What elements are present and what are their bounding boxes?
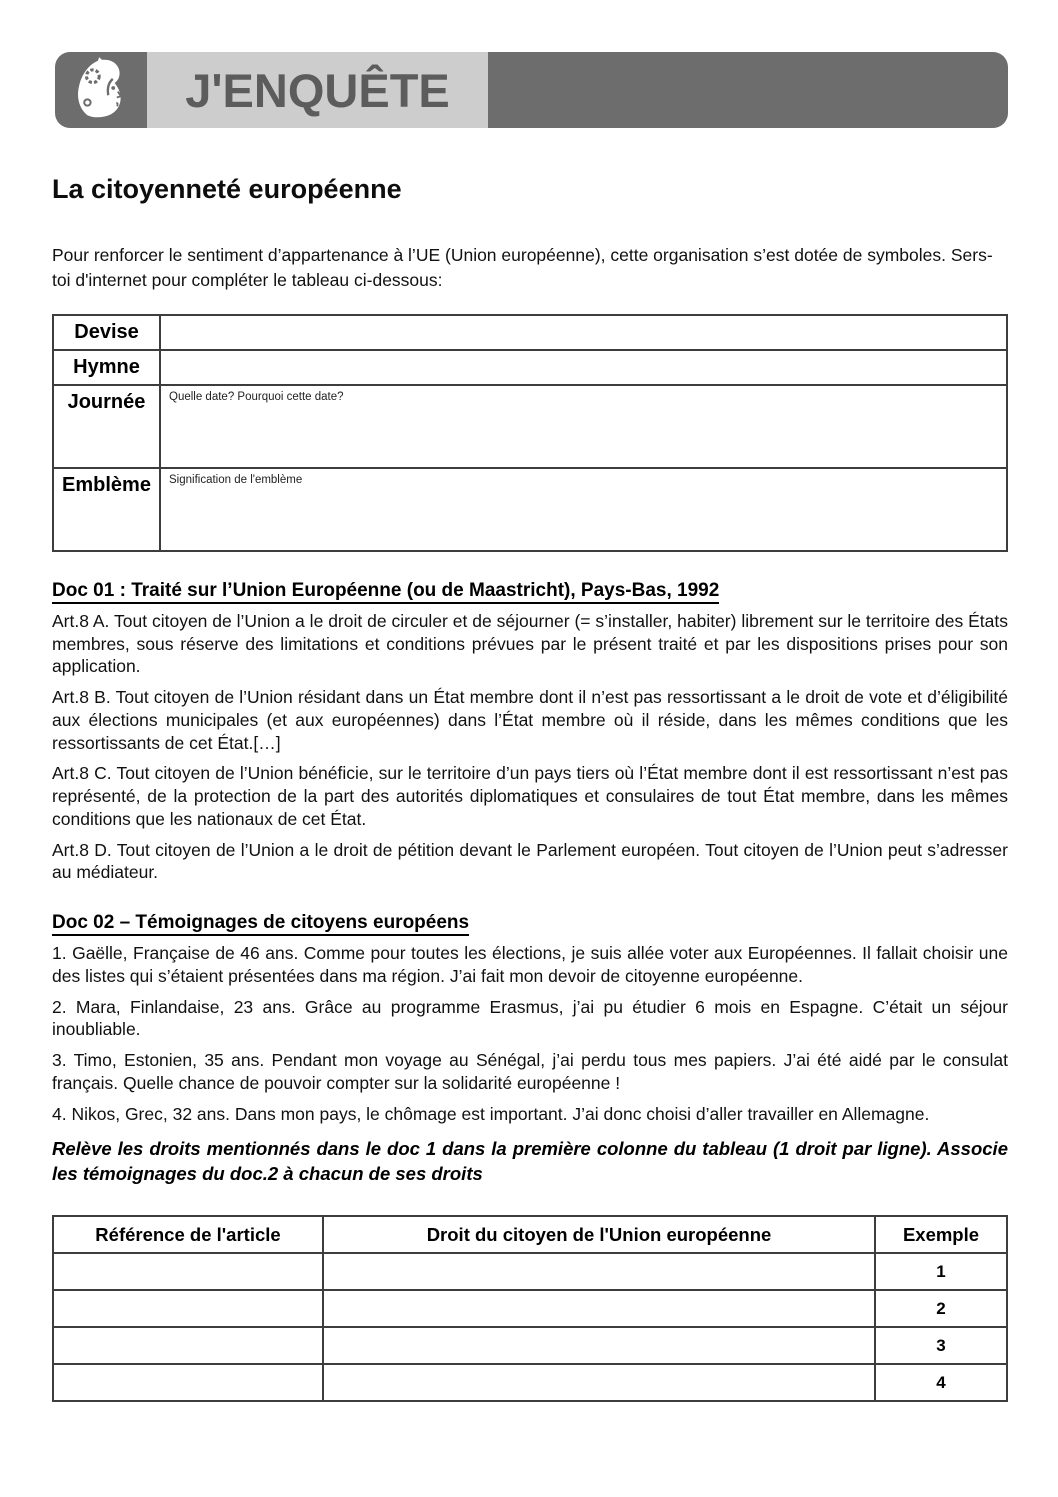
table-row (53, 1253, 1007, 1290)
banner-title: J'ENQUÊTE (185, 63, 450, 117)
symbols-row-label-devise: Devise (53, 315, 160, 350)
intro-paragraph: Pour renforcer le sentiment d’appartenance à l’UE (Union européenne), cette organisation s’est dotée de symboles. Sers-toi d'internet pour compléter le tableau ci-dessous: (52, 245, 993, 291)
doc02-testimony-1: 1. Gaëlle, Française de 46 ans. Comme pour toutes les élections, je suis allée voter aux Européennes. Il fallait choisir une des listes qui s’étaient présentées dans ma région. J’ai fait mon devoir de citoyenne européenne. (52, 943, 1008, 986)
doc02-testimony-4: 4. Nikos, Grec, 32 ans. Dans mon pays, le chômage est important. J’ai donc choisi d’aller travailler en Allemagne. (52, 1103, 930, 1124)
symbols-row-answer-journee: Quelle date? Pourquoi cette date? (160, 385, 1007, 468)
rights-row4-example: 4 (875, 1364, 1007, 1401)
header-banner (55, 52, 1008, 128)
symbols-row-label-hymne: Hymne (53, 350, 160, 385)
symbols-row-label-journee: Journée (53, 385, 160, 468)
rights-row2-reference (53, 1290, 323, 1327)
doc01-article-a: Art.8 A. Tout citoyen de l’Union a le droit de circuler et de séjourner (= s’installer, habiter) librement sur le territoire des États membres, sous réserve des limitations et conditions prévues par le présent traité et par les dispositions prises pour son application. (52, 610, 1008, 677)
doc01-article-c: Art.8 C. Tout citoyen de l’Union bénéficie, sur le territoire d’un pays tiers où l’État membre dont il est ressortissant n’est pas représenté, de la protection de la part des autorités diplomatiques et consulaires de tout État membre, dans les mêmes conditions que les nationaux de cet État. (52, 763, 1008, 829)
banner-filler-bar (488, 52, 1008, 128)
symbols-row-answer-embleme: Signification de l'emblème (160, 468, 1007, 551)
table-row (53, 468, 1007, 551)
doc02-heading: Doc 02 – Témoignages de citoyens européens (52, 912, 1008, 934)
doc02-testimony-3: 3. Timo, Estonien, 35 ans. Pendant mon voyage au Sénégal, j’ai perdu tous mes papiers. J’ai été aidé par le consulat français. Quelle chance de pouvoir compter sur la solidarité européenne ! (52, 1050, 1008, 1093)
rights-row1-reference (53, 1253, 323, 1290)
symbols-table (52, 314, 1008, 552)
rights-row2-example: 2 (875, 1290, 1007, 1327)
doc01-article-d: Art.8 D. Tout citoyen de l’Union a le droit de pétition devant le Parlement européen. Tout citoyen de l’Union peut s’adresser au médiateur. (52, 839, 1008, 883)
rights-row1-example: 1 (875, 1253, 1007, 1290)
doc01-article-b: Art.8 B. Tout citoyen de l’Union résidant dans un État membre dont il n’est pas ressortissant a le droit de vote et d’éligibilité aux élections municipales (et aux européennes) dans l’État membre où il réside, dans les mêmes conditions que les ressortissants de cet État.[…] (52, 687, 1008, 753)
banner-title-block (147, 52, 488, 128)
rights-row1-right (323, 1253, 875, 1290)
rights-row2-right (323, 1290, 875, 1327)
table-row (53, 350, 1007, 385)
page-title: La citoyenneté européenne (52, 174, 402, 204)
rights-table (52, 1215, 1008, 1402)
table-row (53, 1327, 1007, 1364)
banner-logo-block (55, 52, 147, 128)
rights-header-right: Droit du citoyen de l'Union européenne (323, 1216, 875, 1253)
doc01-heading: Doc 01 : Traité sur l’Union Européenne (ou de Maastricht), Pays-Bas, 1992 (52, 580, 1008, 602)
symbols-row-answer-hymne (160, 350, 1007, 385)
rights-row3-reference (53, 1327, 323, 1364)
symbols-row-label-embleme: Emblème (53, 468, 160, 551)
table-row (53, 1364, 1007, 1401)
rights-row4-right (323, 1364, 875, 1401)
table-row (53, 1290, 1007, 1327)
table-row (53, 315, 1007, 350)
table-row (53, 385, 1007, 468)
rights-row3-right (323, 1327, 875, 1364)
task-instruction: Relève les droits mentionnés dans le doc 1 dans la première colonne du tableau (1 droit par ligne). Associe les témoignages du doc.2 à chacun de ses droits (52, 1138, 1008, 1185)
marianne-logo-icon (72, 55, 130, 126)
rights-row4-reference (53, 1364, 323, 1401)
symbols-row-answer-devise (160, 315, 1007, 350)
doc02-testimony-2: 2. Mara, Finlandaise, 23 ans. Grâce au programme Erasmus, j’ai pu étudier 6 mois en Espagne. C’était un séjour inoubliable. (52, 996, 1008, 1040)
rights-row3-example: 3 (875, 1327, 1007, 1364)
rights-header-example: Exemple (875, 1216, 1007, 1253)
rights-header-reference: Référence de l'article (53, 1216, 323, 1253)
rights-table-header-row (53, 1216, 1007, 1253)
